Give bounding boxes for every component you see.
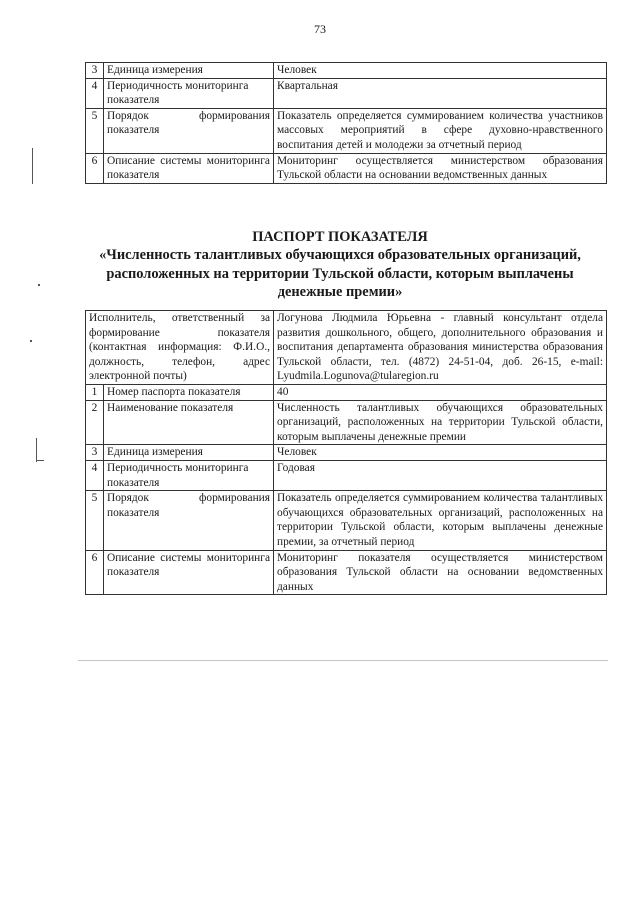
row-value: Показатель определяется суммированием количества талантливых обучающихся образовательных организаций, расположенных на территории Тульской области, которым выплачены денежные премии, за отчетный период [274,491,607,550]
row-value: Мониторинг показателя осуществляется министерством образования Тульской области на основании ведомственных данных [274,550,607,595]
row-value: Квартальная [274,78,607,108]
table-row [86,78,607,108]
row-label: Периодичность мониторинга показателя [104,78,274,108]
row-number: 3 [86,445,104,461]
table-row [86,108,607,153]
scan-mark [78,660,608,661]
row-value: Показатель определяется суммированием количества участников массовых мероприятий в сфере духовно-нравственного воспитания детей и молодежи за отчетный период [274,108,607,153]
table-row [86,63,607,79]
indicator-table-previous [85,62,607,184]
row-value: Годовая [274,460,607,490]
table-row [86,491,607,550]
table-row [86,400,607,445]
row-value: Человек [274,63,607,79]
passport-title: ПАСПОРТ ПОКАЗАТЕЛЯ [252,229,428,245]
row-value: 40 [274,384,607,400]
table-row [86,550,607,595]
row-label: Описание системы мониторинга показателя [104,153,274,183]
scan-mark [38,284,40,286]
row-label: Номер паспорта показателя [104,384,274,400]
row-number: 5 [86,108,104,153]
row-label: Наименование показателя [104,400,274,445]
row-number: 4 [86,78,104,108]
row-number: 5 [86,491,104,550]
scan-mark [32,148,33,184]
indicator-passport-table [85,310,607,595]
table-row [86,445,607,461]
row-label: Единица измерения [104,445,274,461]
page-number: 73 [314,22,326,36]
row-number: 1 [86,384,104,400]
table-row [86,153,607,183]
row-label: Порядок формирования показателя [104,491,274,550]
scan-mark [36,460,44,461]
row-number: 6 [86,153,104,183]
executor-row [86,311,607,385]
table-row [86,384,607,400]
row-number: 2 [86,400,104,445]
scan-mark [30,340,32,342]
executor-label: Исполнитель, ответственный за формирование показателя (контактная информация: Ф.И.О., должность, телефон, адрес электронной почты) [86,311,274,385]
row-number: 3 [86,63,104,79]
row-label: Единица измерения [104,63,274,79]
table-row [86,460,607,490]
row-number: 4 [86,460,104,490]
row-number: 6 [86,550,104,595]
passport-subtitle: «Численность талантливых обучающихся образовательных организаций, расположенных на территории Тульской области, которым выплачены денежные премии» [99,247,581,300]
row-label: Периодичность мониторинга показателя [104,460,274,490]
row-value: Мониторинг осуществляется министерством образования Тульской области на основании ведомственных данных [274,153,607,183]
executor-value: Логунова Людмила Юрьевна - главный консультант отдела развития дошкольного, общего, дополнительного образования и воспитания департамента образования министерства образования Тульской области, тел. (4872) 24-51-04, доб. 26-15, e-mail: Lyudmila.Logunova@tularegion.ru [274,311,607,385]
row-value: Человек [274,445,607,461]
row-label: Порядок формирования показателя [104,108,274,153]
scan-mark [36,438,37,462]
row-value: Численность талантливых обучающихся образовательных организаций, расположенных на территории Тульской области, которым выплачены денежные премии [274,400,607,445]
row-label: Описание системы мониторинга показателя [104,550,274,595]
